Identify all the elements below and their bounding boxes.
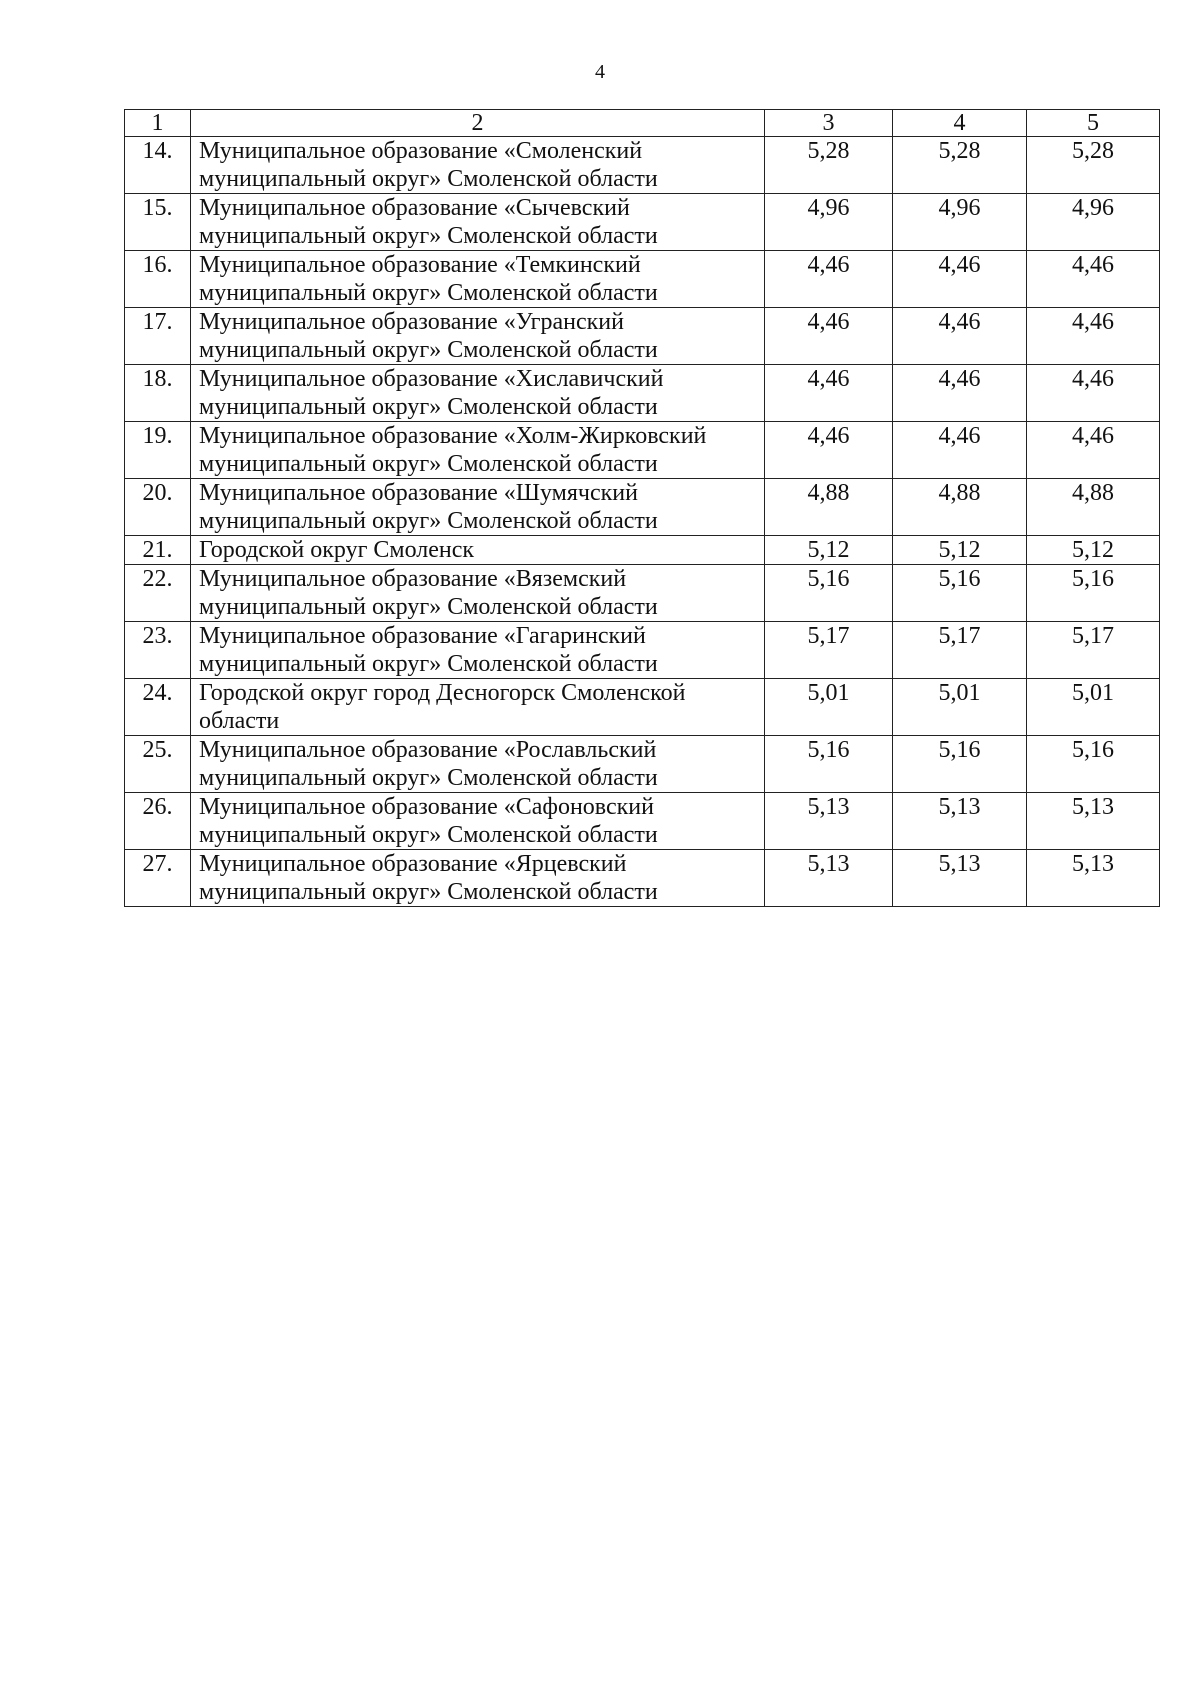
row-name: Муниципальное образование «Холм-Жирковский муниципальный округ» Смоленской области: [191, 422, 765, 479]
row-value-5: 5,12: [1027, 536, 1160, 565]
row-name: Муниципальное образование «Рославльский муниципальный округ» Смоленской области: [191, 736, 765, 793]
table-row: [125, 850, 1160, 907]
header-row: [125, 110, 1160, 137]
row-value-3: 4,46: [765, 365, 893, 422]
header-cell-4: 4: [893, 110, 1027, 137]
row-value-3: 5,13: [765, 850, 893, 907]
table-header: [125, 110, 1160, 137]
table-row: [125, 536, 1160, 565]
table-row: [125, 793, 1160, 850]
table-row: [125, 422, 1160, 479]
row-value-5: 5,16: [1027, 565, 1160, 622]
row-name: Муниципальное образование «Хиславичский муниципальный округ» Смоленской области: [191, 365, 765, 422]
row-name: Муниципальное образование «Угранский муниципальный округ» Смоленской области: [191, 308, 765, 365]
row-number: 15.: [125, 194, 191, 251]
row-name: Муниципальное образование «Шумячский муниципальный округ» Смоленской области: [191, 479, 765, 536]
row-value-3: 4,46: [765, 308, 893, 365]
row-value-3: 5,01: [765, 679, 893, 736]
row-number: 19.: [125, 422, 191, 479]
row-name: Муниципальное образование «Смоленский муниципальный округ» Смоленской области: [191, 137, 765, 194]
row-name: Муниципальное образование «Вяземский муниципальный округ» Смоленской области: [191, 565, 765, 622]
row-value-3: 5,17: [765, 622, 893, 679]
row-number: 17.: [125, 308, 191, 365]
row-value-4: 5,13: [893, 793, 1027, 850]
row-value-4: 5,16: [893, 565, 1027, 622]
row-number: 21.: [125, 536, 191, 565]
row-number: 14.: [125, 137, 191, 194]
row-name: Муниципальное образование «Ярцевский муниципальный округ» Смоленской области: [191, 850, 765, 907]
row-value-3: 5,28: [765, 137, 893, 194]
row-value-4: 5,17: [893, 622, 1027, 679]
row-value-5: 4,46: [1027, 422, 1160, 479]
row-number: 22.: [125, 565, 191, 622]
header-cell-1: 1: [125, 110, 191, 137]
data-table: [124, 109, 1160, 907]
row-name: Городской округ город Десногорск Смоленской области: [191, 679, 765, 736]
row-value-5: 4,46: [1027, 251, 1160, 308]
table-row: [125, 137, 1160, 194]
row-value-4: 5,28: [893, 137, 1027, 194]
row-number: 20.: [125, 479, 191, 536]
row-value-3: 4,46: [765, 251, 893, 308]
table-body: [125, 137, 1160, 907]
row-value-3: 5,12: [765, 536, 893, 565]
row-value-3: 4,88: [765, 479, 893, 536]
row-value-3: 5,13: [765, 793, 893, 850]
table-row: [125, 479, 1160, 536]
row-number: 27.: [125, 850, 191, 907]
row-value-4: 5,12: [893, 536, 1027, 565]
row-value-3: 4,46: [765, 422, 893, 479]
row-name: Муниципальное образование «Сычевский муниципальный округ» Смоленской области: [191, 194, 765, 251]
row-value-3: 4,96: [765, 194, 893, 251]
row-name: Городской округ Смоленск: [191, 536, 765, 565]
row-number: 18.: [125, 365, 191, 422]
header-cell-2: 2: [191, 110, 765, 137]
row-value-3: 5,16: [765, 565, 893, 622]
row-value-5: 5,13: [1027, 850, 1160, 907]
row-value-5: 4,46: [1027, 365, 1160, 422]
row-value-5: 4,88: [1027, 479, 1160, 536]
table-row: [125, 194, 1160, 251]
row-value-5: 5,28: [1027, 137, 1160, 194]
row-name: Муниципальное образование «Гагаринский муниципальный округ» Смоленской области: [191, 622, 765, 679]
row-value-4: 4,96: [893, 194, 1027, 251]
table-row: [125, 679, 1160, 736]
row-number: 24.: [125, 679, 191, 736]
table-row: [125, 365, 1160, 422]
row-value-5: 5,01: [1027, 679, 1160, 736]
row-value-5: 4,46: [1027, 308, 1160, 365]
table-row: [125, 308, 1160, 365]
page-number: 4: [595, 61, 605, 83]
row-value-4: 4,46: [893, 365, 1027, 422]
row-number: 26.: [125, 793, 191, 850]
row-value-4: 5,16: [893, 736, 1027, 793]
row-number: 25.: [125, 736, 191, 793]
row-number: 23.: [125, 622, 191, 679]
row-number: 16.: [125, 251, 191, 308]
row-name: Муниципальное образование «Сафоновский муниципальный округ» Смоленской области: [191, 793, 765, 850]
row-value-4: 5,01: [893, 679, 1027, 736]
row-value-5: 4,96: [1027, 194, 1160, 251]
row-value-4: 5,13: [893, 850, 1027, 907]
header-cell-5: 5: [1027, 110, 1160, 137]
table-row: [125, 736, 1160, 793]
header-cell-3: 3: [765, 110, 893, 137]
row-value-3: 5,16: [765, 736, 893, 793]
row-value-4: 4,46: [893, 422, 1027, 479]
row-value-4: 4,46: [893, 308, 1027, 365]
row-value-5: 5,16: [1027, 736, 1160, 793]
table-row: [125, 622, 1160, 679]
row-value-4: 4,88: [893, 479, 1027, 536]
row-value-5: 5,17: [1027, 622, 1160, 679]
row-value-5: 5,13: [1027, 793, 1160, 850]
table-row: [125, 251, 1160, 308]
table-row: [125, 565, 1160, 622]
row-value-4: 4,46: [893, 251, 1027, 308]
row-name: Муниципальное образование «Темкинский муниципальный округ» Смоленской области: [191, 251, 765, 308]
